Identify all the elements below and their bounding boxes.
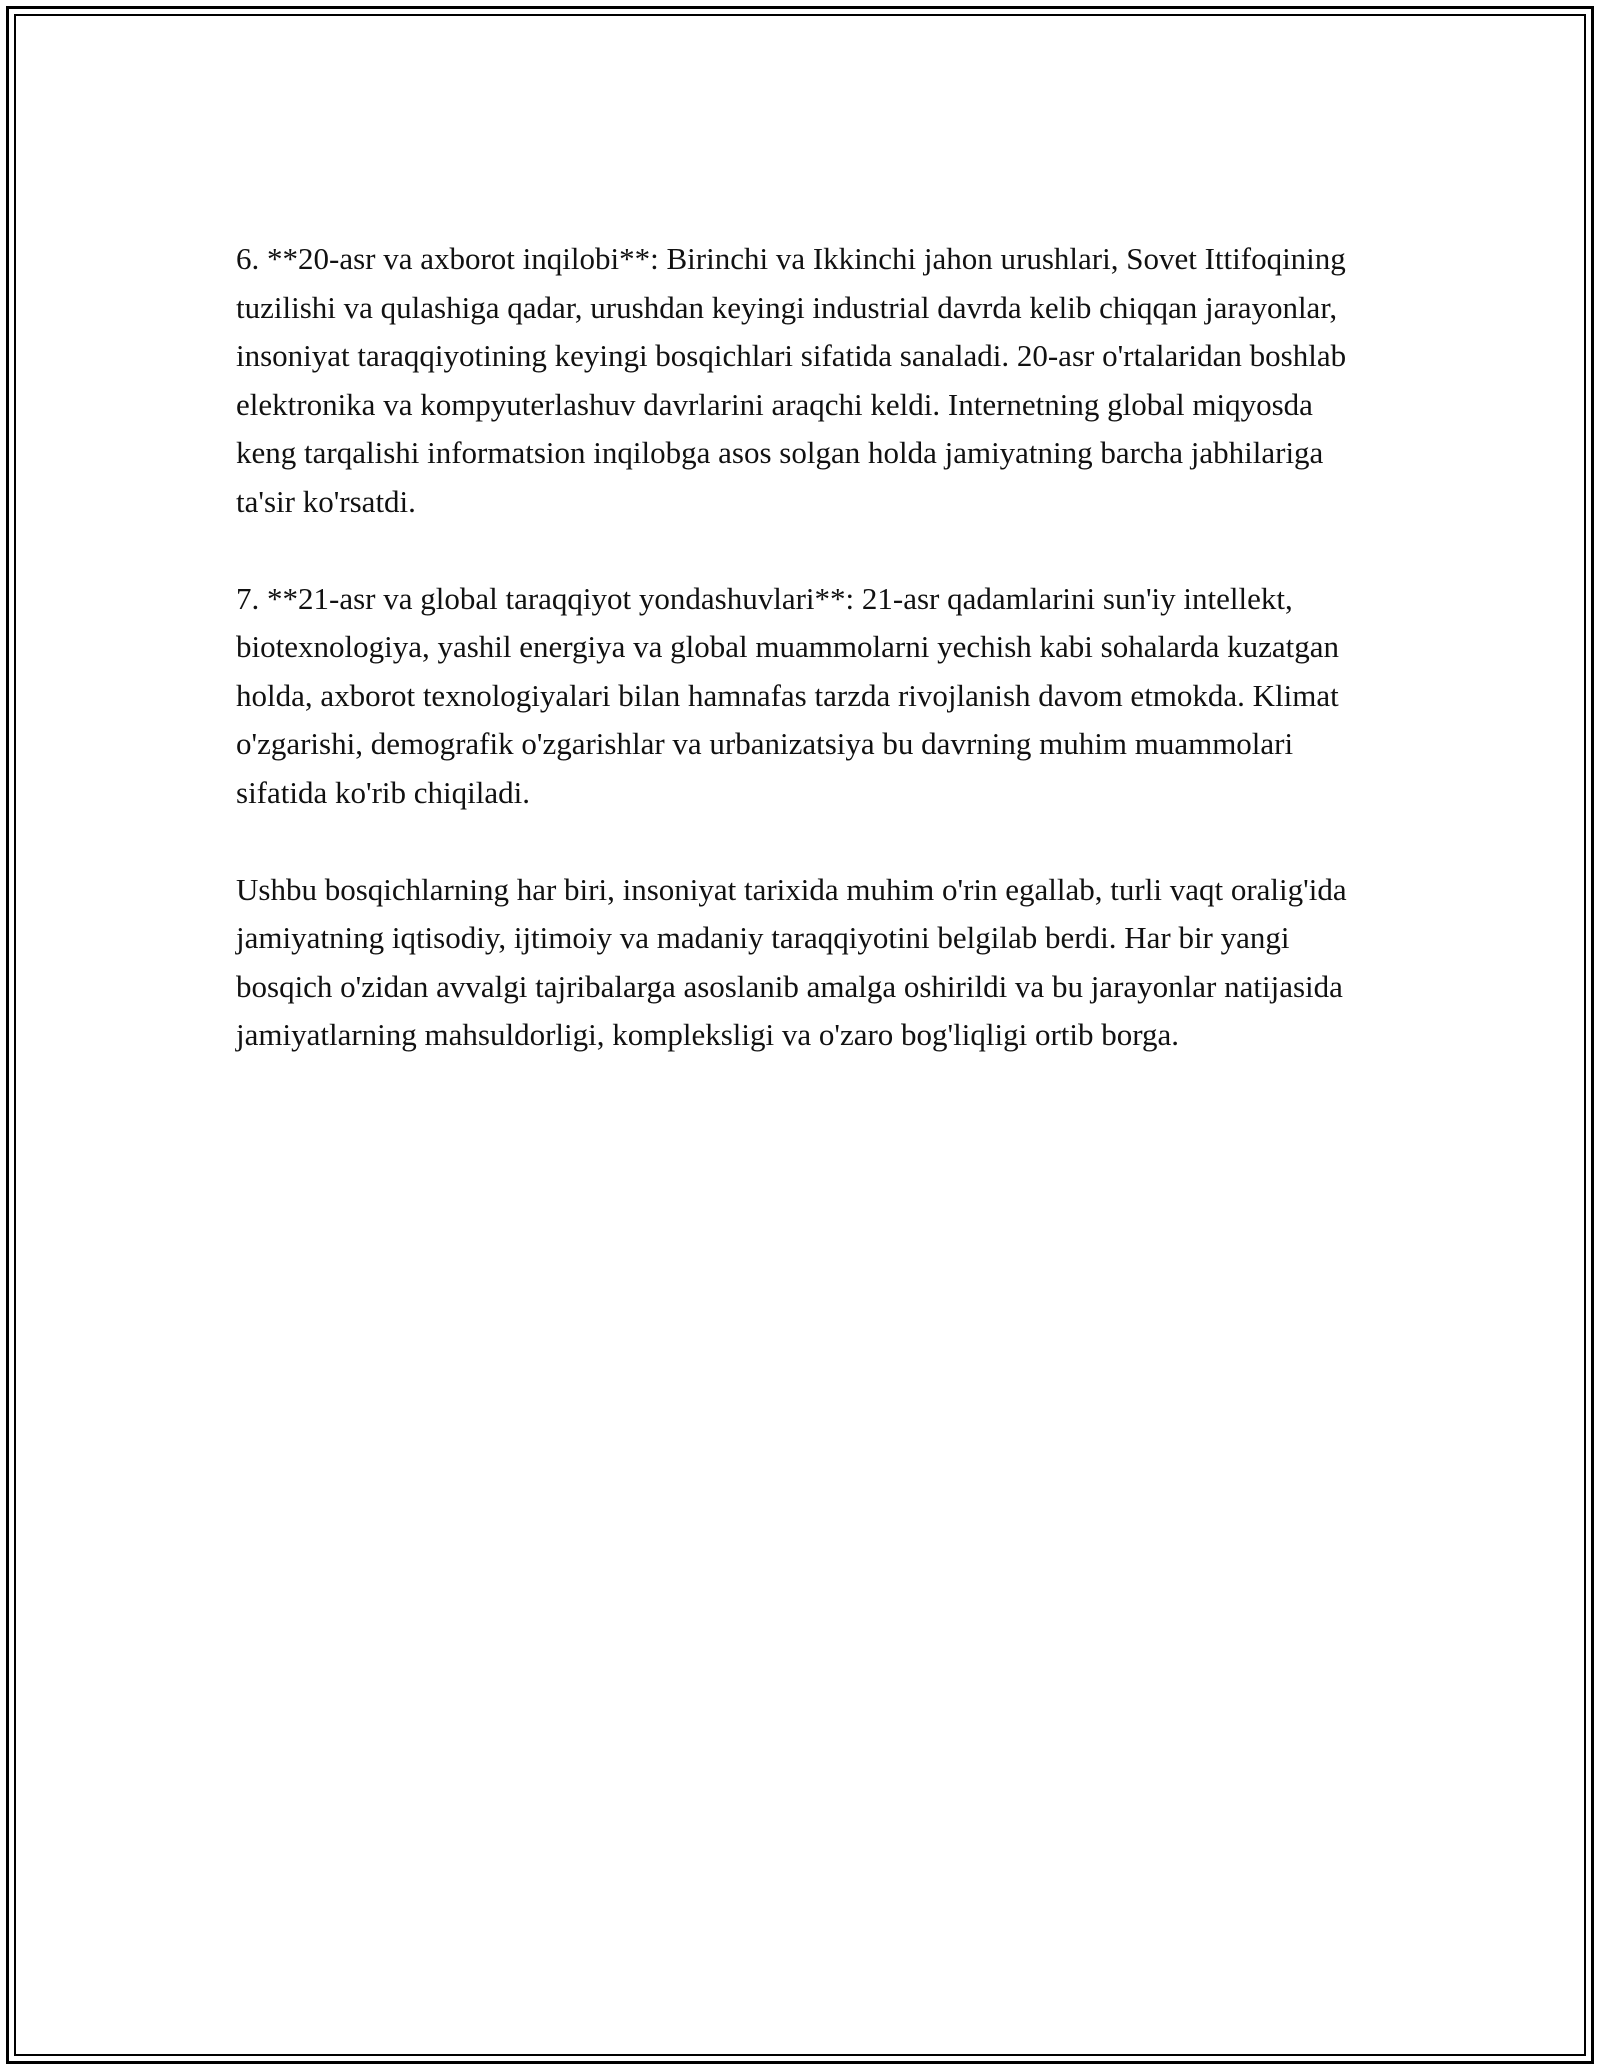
paragraph-section-7: 7. **21-asr va global taraqqiyot yondashuvlari**: 21-asr qadamlarini sun'iy intellekt, biotexnologiya, yashil energiya va global muammolarni yechish kabi sohalarda kuzatgan holda, axborot texnologiyalari bilan hamnafas tarzda rivojlanish davom etmokda. Klimat o'zgarishi, demografik o'zgarishlar va urbanizatsiya bu davrning muhim muammolari sifatida ko'rib chiqiladi.	[236, 580, 1340, 810]
paragraph-conclusion: Ushbu bosqichlarning har biri, insoniyat tarixida muhim o'rin egallab, turli vaqt oralig'ida jamiyatning iqtisodiy, ijtimoiy va madaniy taraqqiyotini belgilab berdi. Har bir yangi bosqich o'zidan avvalgi tajribalarga asoslanib amalga oshirildi va bu jarayonlar natijasida jamiyatlarning mahsuldorligi, kompleksligi va o'zaro bog'liqligi ortib borga.	[236, 871, 1347, 1052]
page-body	[236, 235, 1366, 1108]
paragraph-section-6: 6. **20-asr va axborot inqilobi**: Birinchi va Ikkinchi jahon urushlari, Sovet Ittifoqining tuzilishi va qulashiga qadar, urushdan keyingi industrial davrda kelib chiqqan jarayonlar, insoniyat taraqqiyotining keyingi bosqichlari sifatida sanaladi. 20-asr o'rtalaridan boshlab elektronika va kompyuterlashuv davrlarini araqchi keldi. Internetning global miqyosda keng tarqalishi informatsion inqilobga asos solgan holda jamiyatning barcha jabhilariga ta'sir ko'rsatdi.	[236, 241, 1347, 519]
